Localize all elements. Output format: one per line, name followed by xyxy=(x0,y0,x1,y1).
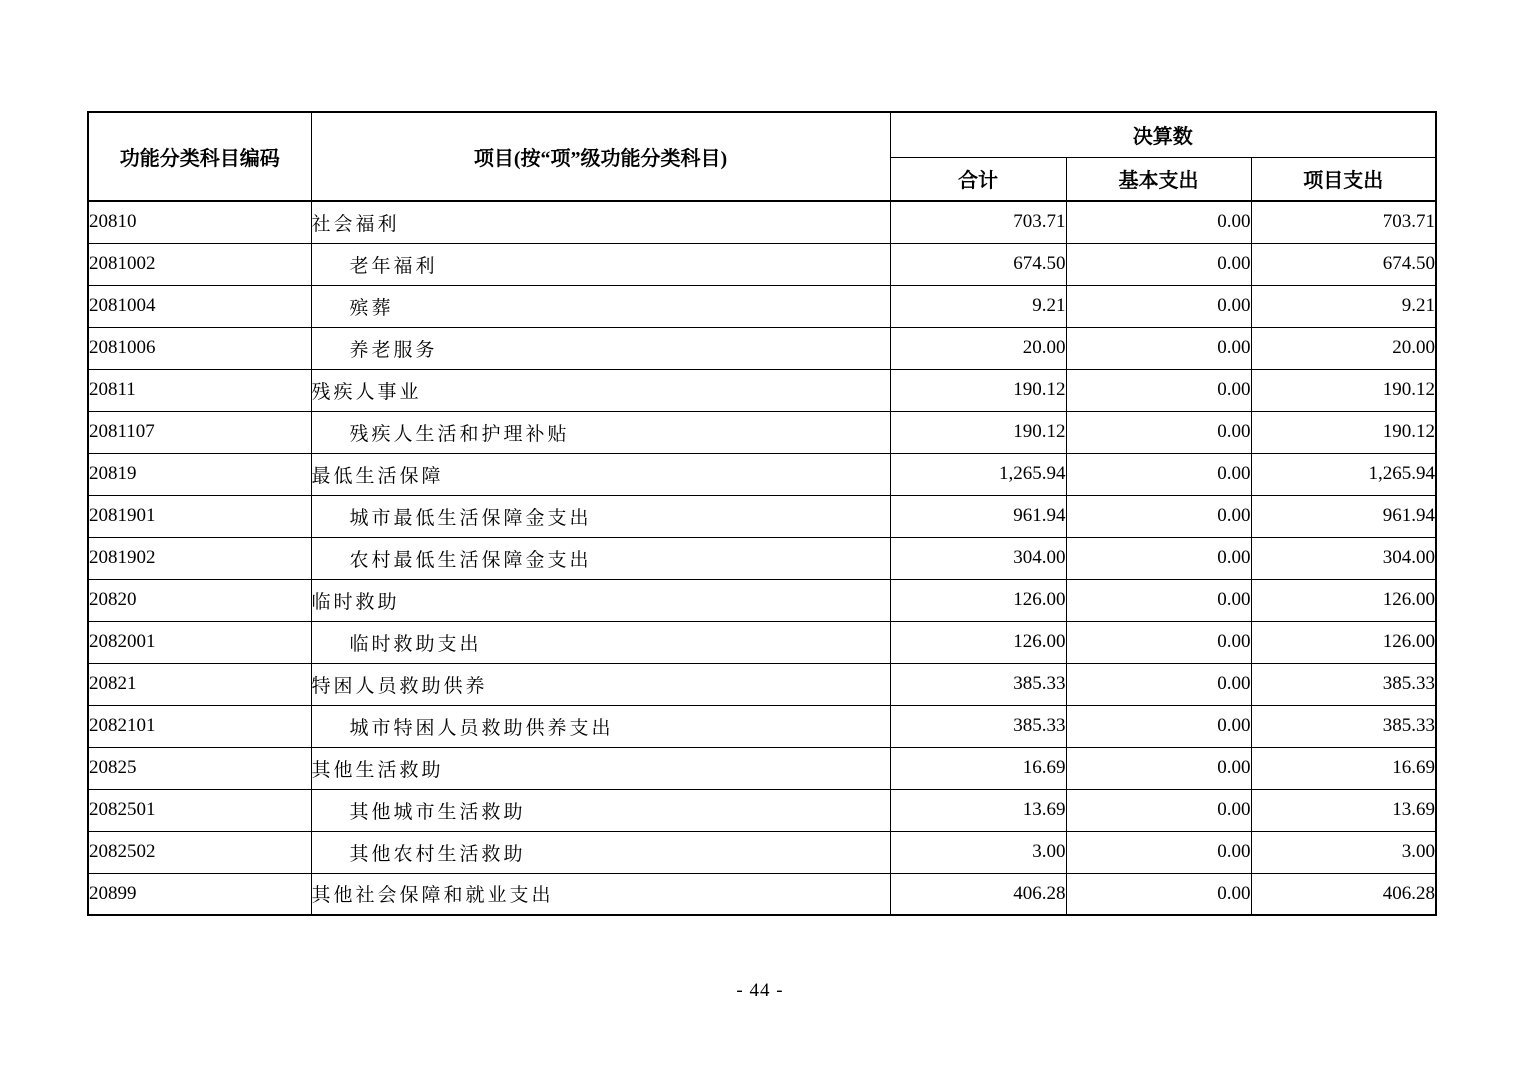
table-header xyxy=(88,112,1436,201)
project-exp-cell: 3.00 xyxy=(1251,831,1436,873)
basic-cell: 0.00 xyxy=(1066,537,1251,579)
total-cell: 406.28 xyxy=(890,873,1066,915)
code-cell: 20825 xyxy=(88,747,311,789)
code-cell: 2082501 xyxy=(88,789,311,831)
project-exp-cell: 406.28 xyxy=(1251,873,1436,915)
basic-cell: 0.00 xyxy=(1066,579,1251,621)
total-cell: 13.69 xyxy=(890,789,1066,831)
code-cell: 2081902 xyxy=(88,537,311,579)
project-cell: 城市最低生活保障金支出 xyxy=(311,495,890,537)
project-cell: 特困人员救助供养 xyxy=(311,663,890,705)
table-row xyxy=(88,873,1436,915)
basic-cell: 0.00 xyxy=(1066,369,1251,411)
total-cell: 190.12 xyxy=(890,369,1066,411)
header-project-exp-cell: 项目支出 xyxy=(1251,157,1436,201)
basic-cell: 0.00 xyxy=(1066,705,1251,747)
project-cell: 临时救助支出 xyxy=(311,621,890,663)
code-cell: 20811 xyxy=(88,369,311,411)
header-project-cell: 项目(按“项”级功能分类科目) xyxy=(311,112,890,201)
total-cell: 304.00 xyxy=(890,537,1066,579)
basic-cell: 0.00 xyxy=(1066,285,1251,327)
total-cell: 20.00 xyxy=(890,327,1066,369)
project-cell: 残疾人生活和护理补贴 xyxy=(311,411,890,453)
code-cell: 2081901 xyxy=(88,495,311,537)
total-cell: 126.00 xyxy=(890,579,1066,621)
project-cell: 殡葬 xyxy=(311,285,890,327)
total-cell: 16.69 xyxy=(890,747,1066,789)
basic-cell: 0.00 xyxy=(1066,873,1251,915)
project-cell: 其他农村生活救助 xyxy=(311,831,890,873)
total-cell: 385.33 xyxy=(890,705,1066,747)
project-cell: 老年福利 xyxy=(311,243,890,285)
project-cell: 养老服务 xyxy=(311,327,890,369)
code-cell: 2082502 xyxy=(88,831,311,873)
code-cell: 20899 xyxy=(88,873,311,915)
code-cell: 20821 xyxy=(88,663,311,705)
table-row xyxy=(88,621,1436,663)
basic-cell: 0.00 xyxy=(1066,831,1251,873)
project-exp-cell: 703.71 xyxy=(1251,201,1436,243)
budget-table xyxy=(87,111,1437,916)
basic-cell: 0.00 xyxy=(1066,411,1251,453)
project-exp-cell: 1,265.94 xyxy=(1251,453,1436,495)
table-row xyxy=(88,747,1436,789)
code-cell: 2081006 xyxy=(88,327,311,369)
project-cell: 其他城市生活救助 xyxy=(311,789,890,831)
header-total-cell: 合计 xyxy=(890,157,1066,201)
code-cell: 2081002 xyxy=(88,243,311,285)
project-cell: 其他社会保障和就业支出 xyxy=(311,873,890,915)
code-cell: 20819 xyxy=(88,453,311,495)
total-cell: 126.00 xyxy=(890,621,1066,663)
total-cell: 9.21 xyxy=(890,285,1066,327)
code-cell: 20820 xyxy=(88,579,311,621)
table-row xyxy=(88,411,1436,453)
project-exp-cell: 190.12 xyxy=(1251,411,1436,453)
project-exp-cell: 304.00 xyxy=(1251,537,1436,579)
total-cell: 961.94 xyxy=(890,495,1066,537)
project-exp-cell: 9.21 xyxy=(1251,285,1436,327)
header-final-accounts-cell: 决算数 xyxy=(890,112,1436,157)
basic-cell: 0.00 xyxy=(1066,621,1251,663)
project-exp-cell: 16.69 xyxy=(1251,747,1436,789)
total-cell: 3.00 xyxy=(890,831,1066,873)
project-exp-cell: 20.00 xyxy=(1251,327,1436,369)
project-exp-cell: 385.33 xyxy=(1251,663,1436,705)
basic-cell: 0.00 xyxy=(1066,327,1251,369)
table-row xyxy=(88,789,1436,831)
total-cell: 703.71 xyxy=(890,201,1066,243)
project-cell: 临时救助 xyxy=(311,579,890,621)
total-cell: 674.50 xyxy=(890,243,1066,285)
project-exp-cell: 190.12 xyxy=(1251,369,1436,411)
table-row xyxy=(88,453,1436,495)
header-basic-cell: 基本支出 xyxy=(1066,157,1251,201)
code-cell: 2081004 xyxy=(88,285,311,327)
code-cell: 2082001 xyxy=(88,621,311,663)
code-cell: 20810 xyxy=(88,201,311,243)
table-row xyxy=(88,495,1436,537)
basic-cell: 0.00 xyxy=(1066,243,1251,285)
project-cell: 城市特困人员救助供养支出 xyxy=(311,705,890,747)
project-cell: 其他生活救助 xyxy=(311,747,890,789)
table-body xyxy=(88,201,1436,915)
basic-cell: 0.00 xyxy=(1066,201,1251,243)
project-exp-cell: 13.69 xyxy=(1251,789,1436,831)
table-row xyxy=(88,663,1436,705)
project-exp-cell: 961.94 xyxy=(1251,495,1436,537)
table-row xyxy=(88,537,1436,579)
total-cell: 385.33 xyxy=(890,663,1066,705)
table-row xyxy=(88,243,1436,285)
table-row xyxy=(88,705,1436,747)
project-exp-cell: 126.00 xyxy=(1251,579,1436,621)
basic-cell: 0.00 xyxy=(1066,663,1251,705)
project-cell: 社会福利 xyxy=(311,201,890,243)
header-code-cell: 功能分类科目编码 xyxy=(88,112,311,201)
basic-cell: 0.00 xyxy=(1066,789,1251,831)
table-row xyxy=(88,201,1436,243)
code-cell: 2082101 xyxy=(88,705,311,747)
table-row xyxy=(88,285,1436,327)
total-cell: 1,265.94 xyxy=(890,453,1066,495)
project-exp-cell: 126.00 xyxy=(1251,621,1436,663)
project-exp-cell: 385.33 xyxy=(1251,705,1436,747)
project-exp-cell: 674.50 xyxy=(1251,243,1436,285)
project-cell: 农村最低生活保障金支出 xyxy=(311,537,890,579)
page-number: - 44 - xyxy=(736,980,784,1001)
header-row-group xyxy=(88,112,1436,157)
table-row xyxy=(88,579,1436,621)
code-cell: 2081107 xyxy=(88,411,311,453)
project-cell: 最低生活保障 xyxy=(311,453,890,495)
basic-cell: 0.00 xyxy=(1066,495,1251,537)
project-cell: 残疾人事业 xyxy=(311,369,890,411)
table-row xyxy=(88,369,1436,411)
table-row xyxy=(88,831,1436,873)
total-cell: 190.12 xyxy=(890,411,1066,453)
basic-cell: 0.00 xyxy=(1066,747,1251,789)
table-row xyxy=(88,327,1436,369)
basic-cell: 0.00 xyxy=(1066,453,1251,495)
